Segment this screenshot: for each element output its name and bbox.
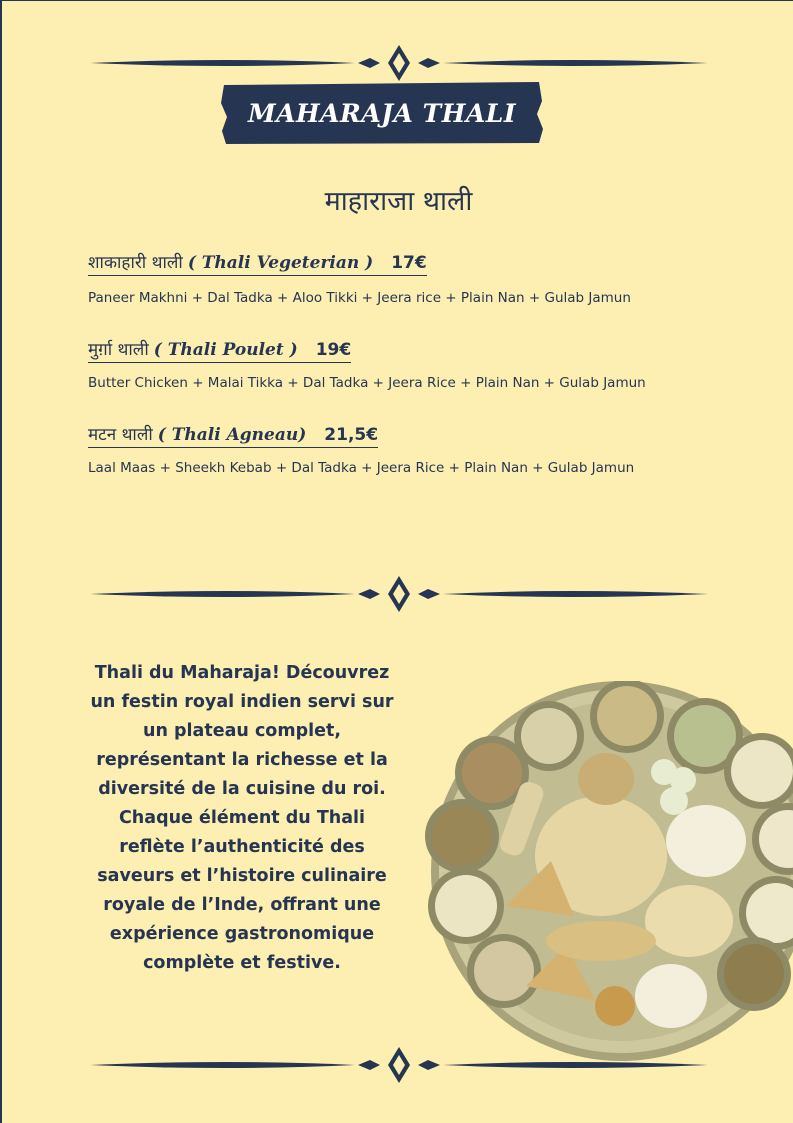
hindi-subtitle: माहाराजा थाली — [324, 186, 473, 217]
ornament-divider-middle — [90, 574, 708, 614]
item-name-french: ( Thali Vegeterian ) — [187, 253, 374, 273]
bhatura — [645, 885, 733, 957]
promo-paragraph-1: Thali du Maharaja! Découvrez un festin royal indien servi sur un plateau complet, représentant la richesse et la diversité de la cuisine du roi. — [90, 663, 394, 799]
menu-item-heading — [88, 250, 427, 276]
promo-text — [86, 659, 398, 978]
item-name-french: ( Thali Poulet ) — [153, 340, 298, 360]
paratha — [546, 921, 656, 961]
menu-item-heading — [88, 337, 351, 363]
item-price: 17€ — [391, 253, 427, 273]
item-description: Laal Maas + Sheekh Kebab + Dal Tadka + Jeera Rice + Plain Nan + Gulab Jamun — [88, 460, 635, 476]
puri — [578, 753, 634, 805]
item-description: Paneer Makhni + Dal Tadka + Aloo Tikki + Jeera rice + Plain Nan + Gulab Jamun — [88, 290, 631, 306]
cucumber — [660, 787, 688, 815]
item-name-hindi: शाकाहारी थाली — [88, 253, 183, 273]
thali-plate-image — [416, 681, 793, 1066]
item-name-hindi: मटन थाली — [88, 425, 153, 445]
item-description: Butter Chicken + Malai Tikka + Dal Tadka + Jeera Rice + Plain Nan + Gulab Jamun — [88, 375, 646, 391]
menu-item-chicken — [88, 337, 351, 363]
menu-item-vegetarian — [88, 250, 427, 276]
menu-item-mutton — [88, 422, 378, 448]
rice-2 — [635, 964, 707, 1028]
title-banner — [221, 81, 543, 145]
menu-item-heading — [88, 422, 378, 448]
gulab-jamun — [595, 986, 635, 1026]
page-title: MAHARAJA THALI — [247, 98, 517, 128]
item-name-hindi: मुर्ग़ा थाली — [88, 340, 149, 360]
rice — [666, 805, 746, 877]
item-name-french: ( Thali Agneau) — [157, 425, 307, 445]
promo-paragraph-2: Chaque élément du Thali reflète l’authenticité des saveurs et l’histoire culinaire royale de l’Inde, offrant une expérience gastronomique complète et festive. — [97, 808, 387, 973]
item-price: 21,5€ — [324, 425, 379, 445]
ornament-divider-top — [90, 43, 708, 83]
ornament-divider-bottom — [90, 1045, 708, 1085]
item-price: 19€ — [315, 340, 352, 360]
